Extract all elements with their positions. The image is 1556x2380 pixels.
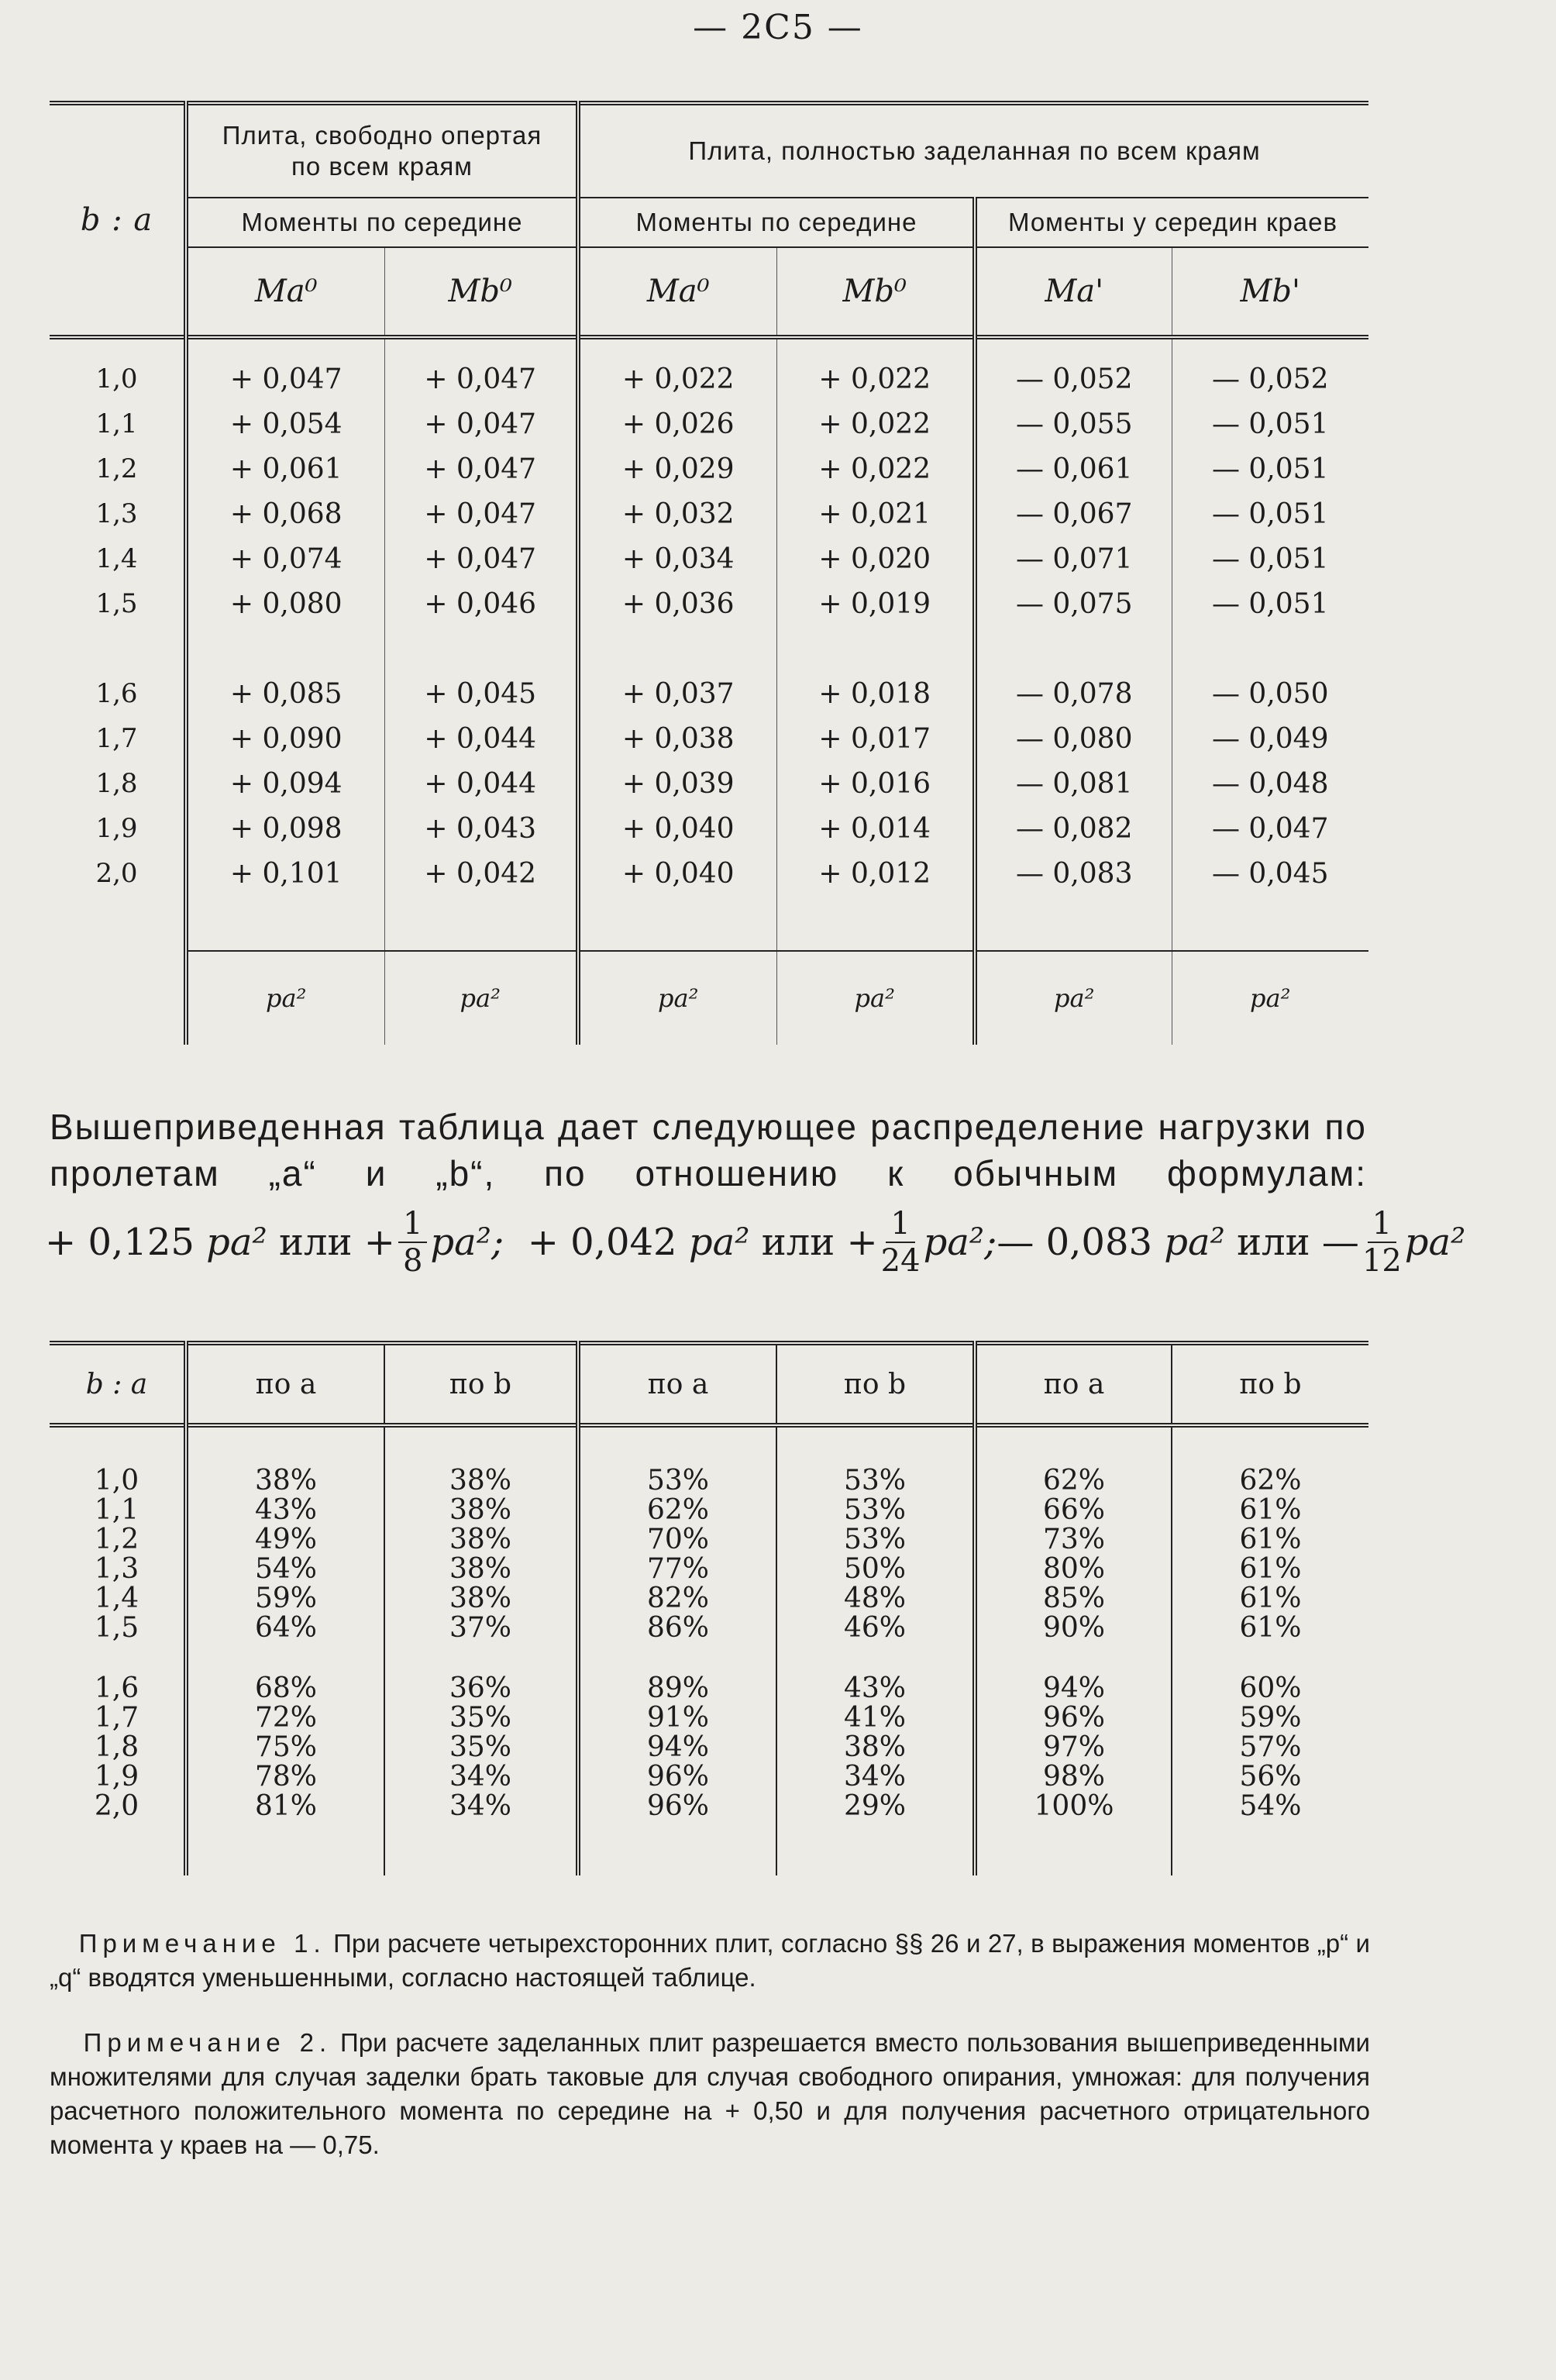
t1-cell-ma0-fixed: + 0,029	[578, 446, 776, 491]
t2-cell-ba: 1,1	[94, 1494, 139, 1526]
symbol-mb0-simple: Mb⁰	[384, 247, 578, 337]
t1-cell-mb0-simple: + 0,046	[384, 581, 578, 626]
t1-unit-mb0-simple: pa²	[384, 951, 578, 1045]
t2-cell-simple-b: 38%	[384, 1496, 578, 1525]
t2-cell-simple-b: 38%	[384, 1466, 578, 1496]
t1-cell-ma0-simple: + 0,074	[186, 536, 384, 581]
t1-cell-ba: 1,6	[95, 678, 138, 709]
t2-cell-simple-b: 38%	[384, 1555, 578, 1584]
t1-cell-mb-edge: — 0,051	[1172, 446, 1368, 491]
t2-cell-edge-a: 100%	[975, 1792, 1172, 1821]
t2-cell-fixed-b: 53%	[776, 1525, 975, 1555]
t1-cell-mb0-fixed: + 0,020	[776, 536, 975, 581]
t1-cell-ba: 1,4	[95, 543, 138, 574]
t1-cell-mb0-fixed: + 0,019	[776, 581, 975, 626]
t2-cell-fixed-b: 53%	[776, 1496, 975, 1525]
t1-cell-ba: 2,0	[95, 858, 138, 889]
paragraph: Вышеприведенная таблица дает следующее распределение нагрузки по пролетам „a“ и „b“, по отношению к обычным формулам:	[50, 1107, 1367, 1193]
t1-cell-ma0-fixed: + 0,040	[578, 851, 776, 896]
t2-cell-simple-a: 72%	[186, 1703, 384, 1733]
t2-cell-edge-a: 97%	[975, 1733, 1172, 1762]
t1-cell-mb-edge: — 0,048	[1172, 761, 1368, 806]
t1-cell-mb0-simple: + 0,047	[384, 356, 578, 401]
t2-cell-simple-a: 68%	[186, 1674, 384, 1703]
t2-header-fixed-b: по b	[776, 1343, 975, 1425]
t1-cell-ba: 1,7	[95, 723, 138, 754]
t2-cell-edge-b: 56%	[1172, 1762, 1368, 1792]
t1-cell-ba: 1,1	[95, 408, 138, 439]
t1-cell-ma-edge: — 0,078	[975, 671, 1172, 716]
t2-header-fixed-a: по a	[578, 1343, 776, 1425]
t1-cell-mb0-fixed: + 0,022	[776, 356, 975, 401]
t2-cell-ba: 1,5	[94, 1612, 139, 1644]
t1-cell-mb-edge: — 0,051	[1172, 401, 1368, 446]
t1-cell-ma-edge: — 0,055	[975, 401, 1172, 446]
t2-cell-edge-a: 85%	[975, 1584, 1172, 1614]
t2-row	[50, 1733, 1368, 1762]
t2-cell-ba: 1,0	[94, 1465, 139, 1497]
note-1	[50, 1927, 1370, 1995]
t1-cell-ma-edge: — 0,075	[975, 581, 1172, 626]
t1-cell-ma0-fixed: + 0,038	[578, 716, 776, 761]
t2-cell-edge-a: 96%	[975, 1703, 1172, 1733]
t1-cell-ma0-fixed: + 0,037	[578, 671, 776, 716]
t2-cell-fixed-b: 48%	[776, 1584, 975, 1614]
t1-cell-ma-edge: — 0,080	[975, 716, 1172, 761]
t2-cell-edge-b: 62%	[1172, 1466, 1368, 1496]
t1-cell-ba: 1,5	[95, 588, 138, 619]
t1-cell-mb0-fixed: + 0,016	[776, 761, 975, 806]
t1-cell-ba: 1,3	[95, 498, 138, 529]
t1-cell-mb0-fixed: + 0,017	[776, 716, 975, 761]
t1-cell-ma0-simple: + 0,085	[186, 671, 384, 716]
t2-header-edge-a: по a	[975, 1343, 1172, 1425]
note-2-label: Примечание 2.	[83, 2028, 332, 2057]
t2-cell-fixed-a: 94%	[578, 1733, 776, 1762]
t2-cell-fixed-a: 62%	[578, 1496, 776, 1525]
t2-cell-fixed-b: 43%	[776, 1674, 975, 1703]
t2-cell-fixed-a: 77%	[578, 1555, 776, 1584]
t1-cell-mb0-simple: + 0,047	[384, 536, 578, 581]
t1-cell-mb0-fixed: + 0,022	[776, 401, 975, 446]
t1-cell-ma0-fixed: + 0,040	[578, 806, 776, 851]
t1-cell-mb0-fixed: + 0,021	[776, 491, 975, 536]
t1-cell-ma0-simple: + 0,054	[186, 401, 384, 446]
t2-row	[50, 1674, 1368, 1703]
t1-cell-ba: 1,2	[95, 453, 138, 484]
t2-cell-fixed-b: 50%	[776, 1555, 975, 1584]
t1-cell-ma0-fixed: + 0,022	[578, 356, 776, 401]
t2-row	[50, 1525, 1368, 1555]
t1-cell-ma-edge: — 0,052	[975, 356, 1172, 401]
t1-row	[50, 536, 1368, 581]
t2-row	[50, 1703, 1368, 1733]
note-2-text: При расчете заделанных плит разрешается вместо пользования вышеприведенными множителями для случая заделки брать таковые для случая свободного опирания, умножая: для получения расчетного положительного момента по середине на + 0,50 и для получения расчетного отрицательного момента у краев на — 0,75.	[50, 2028, 1370, 2159]
t1-cell-ma0-simple: + 0,047	[186, 356, 384, 401]
t2-cell-fixed-a: 82%	[578, 1584, 776, 1614]
symbol-mb-edge: Mb'	[1172, 247, 1368, 337]
t2-cell-simple-a: 59%	[186, 1584, 384, 1614]
group-header-fixed: Плита, полностью заделанная по всем краям	[578, 103, 1368, 198]
formula-term1-or: или +	[279, 1221, 395, 1264]
subheader-mid-fixed: Моменты по середине	[578, 198, 975, 247]
note-1-text: При расчете четырехсторонних плит, согласно §§ 26 и 27, в выражения моментов „p“ и „q“ вводятся уменьшенными, согласно настоящей таблице.	[50, 1929, 1370, 1992]
t1-cell-mb-edge: — 0,052	[1172, 356, 1368, 401]
t2-cell-simple-b: 34%	[384, 1762, 578, 1792]
t1-cell-mb0-simple: + 0,042	[384, 851, 578, 896]
t1-row	[50, 716, 1368, 761]
t1-unit-mb0-fixed: pa²	[776, 951, 975, 1045]
t1-unit-ma-edge: pa²	[975, 951, 1172, 1045]
t1-cell-ma-edge: — 0,082	[975, 806, 1172, 851]
formula-term3-end: pa²	[1404, 1221, 1466, 1264]
t1-row	[50, 761, 1368, 806]
formula-term3-or: или —	[1237, 1221, 1359, 1264]
symbol-ma-edge: Ma'	[975, 247, 1172, 337]
t1-row	[50, 446, 1368, 491]
t1-cell-ma0-simple: + 0,061	[186, 446, 384, 491]
t2-cell-simple-b: 37%	[384, 1614, 578, 1643]
t2-cell-simple-b: 35%	[384, 1703, 578, 1733]
note-1-label: Примечание 1.	[78, 1929, 326, 1958]
distribution-table	[50, 1341, 1368, 1875]
t1-cell-mb0-simple: + 0,043	[384, 806, 578, 851]
t1-cell-mb-edge: — 0,051	[1172, 536, 1368, 581]
t2-cell-fixed-b: 53%	[776, 1466, 975, 1496]
t2-row	[50, 1792, 1368, 1821]
t1-cell-mb0-simple: + 0,045	[384, 671, 578, 716]
t1-cell-ma0-fixed: + 0,032	[578, 491, 776, 536]
t2-cell-fixed-b: 34%	[776, 1762, 975, 1792]
formula-term1-unit: pa²	[206, 1221, 267, 1264]
t2-cell-simple-b: 38%	[384, 1584, 578, 1614]
t2-cell-edge-a: 90%	[975, 1614, 1172, 1643]
fraction-1-8: $\frac{1}{8}$	[398, 1206, 427, 1279]
t2-cell-edge-b: 61%	[1172, 1525, 1368, 1555]
t1-cell-ma-edge: — 0,081	[975, 761, 1172, 806]
t2-cell-edge-b: 61%	[1172, 1496, 1368, 1525]
symbol-ma0-fixed: Ma⁰	[578, 247, 776, 337]
t2-cell-edge-b: 59%	[1172, 1703, 1368, 1733]
t2-cell-ba: 1,8	[94, 1731, 139, 1763]
t2-header-simple-b: по b	[384, 1343, 578, 1425]
t1-unit-mb-edge: pa²	[1172, 951, 1368, 1045]
t1-cell-ma0-simple: + 0,098	[186, 806, 384, 851]
t1-cell-ma0-fixed: + 0,034	[578, 536, 776, 581]
t2-cell-simple-b: 38%	[384, 1525, 578, 1555]
t1-cell-ba: 1,0	[95, 363, 138, 394]
t1-cell-ma-edge: — 0,061	[975, 446, 1172, 491]
t2-cell-edge-b: 61%	[1172, 1614, 1368, 1643]
t1-row	[50, 581, 1368, 626]
formula-term3-unit: pa²	[1164, 1221, 1225, 1264]
formula-term2-coef: + 0,042	[527, 1221, 677, 1264]
formula-line	[45, 1206, 1466, 1279]
t2-cell-simple-a: 43%	[186, 1496, 384, 1525]
t1-cell-mb0-simple: + 0,047	[384, 401, 578, 446]
t2-cell-simple-a: 64%	[186, 1614, 384, 1643]
t1-cell-ma0-fixed: + 0,026	[578, 401, 776, 446]
formula-term3-coef: — 0,083	[997, 1221, 1153, 1264]
t2-cell-fixed-a: 96%	[578, 1762, 776, 1792]
t1-cell-ma0-simple: + 0,090	[186, 716, 384, 761]
t1-cell-mb-edge: — 0,045	[1172, 851, 1368, 896]
t1-cell-ma0-fixed: + 0,036	[578, 581, 776, 626]
t2-cell-edge-b: 60%	[1172, 1674, 1368, 1703]
t2-cell-edge-a: 73%	[975, 1525, 1172, 1555]
t1-cell-mb0-simple: + 0,044	[384, 716, 578, 761]
t1-cell-ma0-simple: + 0,068	[186, 491, 384, 536]
t2-header-edge-b: по b	[1172, 1343, 1368, 1425]
t1-cell-ba: 1,8	[95, 768, 138, 799]
t2-cell-ba: 1,3	[94, 1553, 139, 1585]
t2-cell-simple-b: 36%	[384, 1674, 578, 1703]
symbol-mb0-fixed: Mb⁰	[776, 247, 975, 337]
t1-row	[50, 401, 1368, 446]
t2-row	[50, 1496, 1368, 1525]
t2-cell-edge-b: 57%	[1172, 1733, 1368, 1762]
t2-cell-fixed-a: 91%	[578, 1703, 776, 1733]
t2-cell-simple-b: 35%	[384, 1733, 578, 1762]
t1-cell-mb-edge: — 0,051	[1172, 581, 1368, 626]
ba-header: b : a	[80, 202, 153, 238]
t2-header-simple-a: по a	[186, 1343, 384, 1425]
t2-cell-simple-a: 54%	[186, 1555, 384, 1584]
t2-cell-fixed-b: 41%	[776, 1703, 975, 1733]
t2-cell-edge-a: 62%	[975, 1466, 1172, 1496]
t1-cell-ma-edge: — 0,083	[975, 851, 1172, 896]
formula-term1-end: pa²;	[430, 1221, 504, 1264]
note-2	[50, 2026, 1370, 2162]
subheader-mid-simple: Моменты по середине	[186, 198, 578, 247]
t2-cell-ba: 1,9	[94, 1761, 139, 1793]
formula-term2-or: или +	[761, 1221, 878, 1264]
t2-cell-simple-a: 78%	[186, 1762, 384, 1792]
t1-cell-ba: 1,9	[95, 813, 138, 844]
t2-cell-ba: 1,6	[94, 1672, 139, 1704]
t2-cell-ba: 1,7	[94, 1702, 139, 1734]
page-number: — 2С5 —	[693, 8, 863, 47]
subheader-edges: Моменты у середин краев	[975, 198, 1368, 247]
t2-cell-fixed-a: 96%	[578, 1792, 776, 1821]
symbol-ma0-simple: Ma⁰	[186, 247, 384, 337]
t2-cell-simple-a: 75%	[186, 1733, 384, 1762]
t1-cell-mb0-fixed: + 0,012	[776, 851, 975, 896]
t2-row	[50, 1466, 1368, 1496]
t2-row	[50, 1762, 1368, 1792]
t1-cell-ma-edge: — 0,067	[975, 491, 1172, 536]
t1-unit-ma0-simple: pa²	[186, 951, 384, 1045]
t1-cell-mb0-simple: + 0,047	[384, 491, 578, 536]
t2-row	[50, 1555, 1368, 1584]
t2-cell-ba: 1,2	[94, 1524, 139, 1555]
t1-row	[50, 806, 1368, 851]
t1-cell-mb-edge: — 0,050	[1172, 671, 1368, 716]
t2-cell-simple-a: 81%	[186, 1792, 384, 1821]
t1-cell-mb-edge: — 0,047	[1172, 806, 1368, 851]
t1-cell-mb-edge: — 0,049	[1172, 716, 1368, 761]
t2-cell-fixed-a: 70%	[578, 1525, 776, 1555]
t2-cell-edge-b: 61%	[1172, 1584, 1368, 1614]
t2-cell-edge-a: 80%	[975, 1555, 1172, 1584]
t1-cell-mb0-fixed: + 0,018	[776, 671, 975, 716]
t2-cell-ba: 2,0	[94, 1790, 139, 1822]
t2-row	[50, 1614, 1368, 1643]
t2-cell-fixed-a: 89%	[578, 1674, 776, 1703]
t1-cell-mb0-fixed: + 0,014	[776, 806, 975, 851]
group-header-simple: Плита, свободно опертая по всем краям	[186, 103, 578, 198]
t2-cell-fixed-b: 46%	[776, 1614, 975, 1643]
t2-row	[50, 1584, 1368, 1614]
t1-cell-mb0-fixed: + 0,022	[776, 446, 975, 491]
moments-table	[50, 101, 1368, 1045]
t1-cell-mb-edge: — 0,051	[1172, 491, 1368, 536]
t2-cell-edge-b: 61%	[1172, 1555, 1368, 1584]
formula-term2-end: pa²;	[923, 1221, 997, 1264]
t1-unit-ma0-fixed: pa²	[578, 951, 776, 1045]
t1-row	[50, 671, 1368, 716]
t1-cell-ma-edge: — 0,071	[975, 536, 1172, 581]
t1-cell-mb0-simple: + 0,047	[384, 446, 578, 491]
t2-cell-simple-a: 49%	[186, 1525, 384, 1555]
t2-cell-fixed-a: 53%	[578, 1466, 776, 1496]
t2-cell-simple-b: 34%	[384, 1792, 578, 1821]
t2-cell-edge-a: 98%	[975, 1762, 1172, 1792]
t2-cell-fixed-b: 29%	[776, 1792, 975, 1821]
t2-cell-edge-a: 66%	[975, 1496, 1172, 1525]
fraction-1-12: $\frac{1}{12}$	[1362, 1206, 1402, 1279]
t2-header-ba: b : a	[85, 1368, 148, 1400]
t2-cell-edge-a: 94%	[975, 1674, 1172, 1703]
t1-cell-ma0-simple: + 0,094	[186, 761, 384, 806]
t1-cell-ma0-simple: + 0,080	[186, 581, 384, 626]
formula-term2-unit: pa²	[688, 1221, 750, 1264]
t1-row	[50, 851, 1368, 896]
formula-term1-coef: + 0,125	[45, 1221, 194, 1264]
t1-cell-mb0-simple: + 0,044	[384, 761, 578, 806]
t2-cell-fixed-b: 38%	[776, 1733, 975, 1762]
t2-cell-fixed-a: 86%	[578, 1614, 776, 1643]
t2-cell-simple-a: 38%	[186, 1466, 384, 1496]
t2-cell-edge-b: 54%	[1172, 1792, 1368, 1821]
t2-cell-ba: 1,4	[94, 1583, 139, 1614]
t1-row	[50, 491, 1368, 536]
t1-row	[50, 356, 1368, 401]
t1-cell-ma0-fixed: + 0,039	[578, 761, 776, 806]
fraction-1-24: $\frac{1}{24}$	[880, 1206, 921, 1279]
t1-cell-ma0-simple: + 0,101	[186, 851, 384, 896]
